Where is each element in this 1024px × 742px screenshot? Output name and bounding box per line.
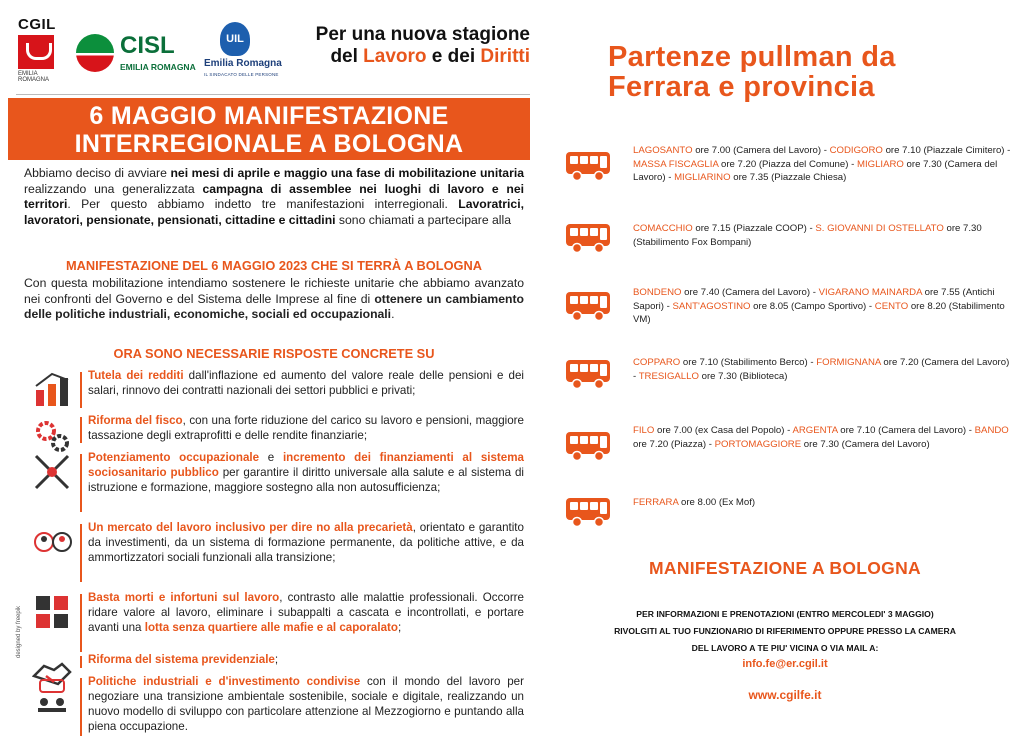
route-detail: ore 7.35 (Piazzale Chiesa): [730, 172, 847, 183]
slogan-highlight-lavoro: Lavoro: [363, 46, 427, 67]
info-text: [560, 606, 1010, 657]
slogan-highlight-diritti: Diritti: [480, 46, 530, 67]
route-detail: ore 7.10 (Piazzale Cimitero) -: [882, 145, 1011, 156]
bus-icon: [565, 290, 613, 322]
bus-icon: [565, 150, 613, 182]
demand-text: [88, 652, 524, 667]
route-detail: ore 7.30 (Biblioteca): [698, 370, 788, 382]
email-link[interactable]: info.fe@er.cgil.it: [742, 658, 828, 670]
intro-text: . Per questo abbiamo indetto tre manifestazioni interregionali.: [67, 197, 448, 211]
demand-highlight: Tutela dei redditi: [88, 369, 184, 382]
route-detail: ore 7.30 (Camera del Lavoro): [801, 438, 930, 450]
cisl-logo: [76, 32, 196, 82]
arrows-up-icon: [32, 370, 72, 410]
demand-body: , contrasto alle malattie professionali. Occorre ridare valore al lavoro, eliminare i subappalti a cascata e incontrollati, e portare avanti una: [88, 591, 524, 634]
demand-body: , con una forte riduzione del carico su lavoro e pensioni, maggiore tassazione degli extraprofitti e delle rendite finanziarie;: [88, 414, 524, 442]
demand-text: [88, 674, 524, 734]
route-town: CENTO: [874, 300, 909, 312]
demand-bar: [80, 678, 82, 736]
demand-body: con il mondo del lavoro per negoziare una transizione ambientale sostenibile, sociale e digitale, realizzando un nuovo modello di sviluppo con particolare attenzione al Mezzogiorno e puntando alla piena occupazione.: [88, 675, 524, 733]
demand-bar: [80, 524, 82, 582]
route-detail: ore 7.10 (Camera del Lavoro) -: [837, 425, 975, 436]
bus-icon: [565, 496, 613, 528]
route-town: FILO: [633, 425, 655, 436]
route-town: MIGLIARO: [856, 158, 904, 170]
demand-text: [88, 450, 524, 495]
demand-bar: [80, 372, 82, 408]
cgil-region: EMILIA ROMAGNA: [18, 71, 50, 83]
slogan: [310, 24, 530, 68]
demand-text: [88, 520, 524, 565]
demand-bar: [80, 594, 82, 652]
route-town: FORMIGNANA: [816, 357, 881, 368]
route-text: [633, 286, 1013, 327]
goals-paragraph: [24, 276, 524, 323]
route-detail: ore 7.30 (Camera del Lavoro) -: [633, 158, 998, 183]
demand-highlight: incremento dei finanziamenti al sistema sociosanitario pubblico: [88, 451, 525, 479]
demand-bar: [80, 454, 82, 512]
uil-region: Emilia Romagna: [204, 58, 282, 69]
route-town: COPPARO: [633, 357, 681, 368]
meeting-icon: [32, 676, 72, 716]
cgil-logo: [18, 16, 58, 83]
intro-bold: campagna di assemblee nei luoghi di lavoro e nei territori: [24, 181, 524, 211]
route-town: TRESIGALLO: [638, 370, 699, 382]
info-line3: DEL LAVORO A TE PIU' VICINA O VIA MAIL A:: [691, 643, 879, 653]
departures-title-line1: Partenze pullman da: [608, 41, 896, 73]
departures-title-line2: Ferrara e provincia: [608, 71, 875, 103]
route-text: [633, 496, 1013, 510]
cgil-name: CGIL: [18, 16, 56, 33]
goals-text: Con questa mobilitazione intendiamo sostenere le richieste unitarie che abbiamo avanzato nei confronti del Governo e del Sistema delle Imprese al fine di: [24, 276, 524, 306]
now-title: ORA SONO NECESSARIE RISPOSTE CONCRETE SU: [113, 346, 435, 361]
demand-bar: [80, 656, 82, 668]
route-detail: ore 8.00 (Ex Mof): [678, 497, 756, 508]
puzzle-icon: [32, 592, 72, 632]
route-text: [633, 144, 1013, 185]
demand-text: [88, 368, 524, 398]
route-detail: ore 7.00 (ex Casa del Popolo) -: [654, 425, 793, 436]
demand-body: ;: [397, 621, 402, 634]
demand-text: [88, 590, 524, 635]
demand-highlight: Riforma del fisco: [88, 414, 183, 427]
demand-highlight: Un mercato del lavoro inclusivo per dire no alla precarietà: [88, 521, 413, 534]
info-line2: RIVOLGITI AL TUO FUNZIONARIO DI RIFERIMENTO OPPURE PRESSO LA CAMERA: [614, 626, 956, 636]
demand-text: [88, 413, 524, 443]
demand-body: per garantire il diritto universale alla salute e al sistema di istruzione e formazione, maggiore sostegno alla non autosufficienza;: [88, 466, 525, 494]
route-town: CODIGORO: [829, 145, 883, 156]
demand-body: , orientato e garantito da investimenti, da un sistema di formazione permanente, da politiche attive, e da ammortizzatori sociali funzionali alla transizione;: [88, 521, 524, 564]
route-town: MIGLIARINO: [674, 172, 731, 183]
intro-text: Abbiamo deciso di avviare: [24, 166, 171, 180]
route-detail: ore 8.20 (Stabilimento VM): [633, 300, 1005, 325]
route-town: BONDENO: [633, 287, 682, 298]
cisl-region: EMILIA ROMAGNA: [120, 62, 196, 72]
route-detail: ore 7.00 (Camera del Lavoro) -: [692, 145, 830, 156]
cisl-name: CISL: [120, 32, 175, 59]
intro-bold: Lavoratrici, lavoratori, pensionate, pensionati, cittadine e cittadini: [24, 197, 524, 227]
gears-icon: [32, 415, 72, 455]
slogan-text: del: [330, 46, 364, 67]
credit-text: designed by freepik: [16, 605, 22, 658]
route-text: [633, 356, 1013, 383]
website-link[interactable]: www.cgilfe.it: [748, 688, 822, 702]
route-town: FERRARA: [633, 497, 679, 508]
route-detail: ore 7.10 (Stabilimento Berco) -: [680, 357, 817, 368]
bus-icon: [565, 222, 613, 254]
route-text: [633, 222, 1013, 249]
route-town: SANT'AGOSTINO: [672, 300, 751, 312]
header-divider: [16, 94, 530, 95]
demand-body: e: [259, 451, 283, 464]
bus-icon: [565, 430, 613, 462]
demand-highlight: Potenziamento occupazionale: [88, 451, 260, 464]
slogan-line2: [310, 46, 530, 68]
banner-line1: 6 MAGGIO MANIFESTAZIONE: [89, 102, 449, 130]
demand-highlight: Politiche industriali e d'investimento condivise: [88, 675, 361, 688]
slogan-text: e dei: [426, 46, 481, 67]
demand-bar: [80, 417, 82, 443]
route-text: [633, 424, 1013, 451]
intro-bold: nei mesi di aprile e maggio una fase di mobilitazione unitaria: [170, 166, 524, 180]
route-detail: ore 7.20 (Piazza) -: [633, 438, 715, 450]
route-detail: ore 7.15 (Piazzale COOP) -: [692, 223, 816, 234]
manifestation-bologna: MANIFESTAZIONE A BOLOGNA: [649, 558, 921, 578]
departures-title: [608, 42, 988, 102]
route-town: VIGARANO MAINARDA: [818, 287, 922, 298]
flyer-header: [18, 14, 530, 90]
uil-logo: [204, 22, 304, 86]
cisl-mark-icon: [76, 34, 114, 72]
intro-text: sono chiamati a partecipare alla: [335, 212, 511, 227]
bus-icon: [565, 358, 613, 390]
goals-bold: ottenere un cambiamento delle politiche industriali, economiche, sociali ed occupazionali: [24, 291, 524, 321]
route-detail: ore 7.20 (Piazza del Comune) -: [718, 158, 857, 170]
uil-mark-icon: UIL: [220, 22, 250, 56]
uil-tagline: IL SINDACATO DELLE PERSONE: [204, 72, 279, 77]
route-town: PORTOMAGGIORE: [714, 438, 802, 450]
cgil-mark-icon: [18, 35, 54, 69]
demand-highlight: lotta senza quartiere alle mafie e al caporalato: [144, 621, 398, 634]
demand-body: ;: [274, 653, 279, 666]
demand-body: dall'inflazione ed aumento del valore reale delle pensioni e dei salari, rinnovo dei contratti nazionali dei settori pubblici e privati;: [88, 369, 525, 397]
route-town: LAGOSANTO: [633, 145, 693, 156]
route-town: S. GIOVANNI DI OSTELLATO: [815, 223, 944, 234]
slogan-line1: Per una nuova stagione: [315, 24, 530, 45]
route-town: COMACCHIO: [633, 223, 693, 234]
route-detail: ore 7.30 (Stabilimento Fox Bompani): [633, 223, 982, 248]
route-detail: ore 7.40 (Camera del Lavoro) -: [681, 287, 819, 298]
banner-line2: INTERREGIONALE A BOLOGNA: [74, 130, 464, 158]
route-town: MASSA FISCAGLIA: [633, 158, 719, 170]
hands-icon: [32, 452, 72, 492]
route-town: ARGENTA: [792, 425, 838, 436]
flyer-left: [8, 8, 530, 734]
event-banner: [8, 98, 530, 160]
intro-text: realizzando una generalizzata: [24, 181, 203, 196]
people-icon: [32, 522, 72, 562]
intro-paragraph: [24, 166, 524, 228]
manifestation-title: MANIFESTAZIONE DEL 6 MAGGIO 2023 CHE SI TERRÀ A BOLOGNA: [66, 258, 482, 273]
route-detail: ore 7.20 (Camera del Lavoro) -: [633, 357, 1010, 382]
demand-highlight: Riforma del sistema previdenziale: [88, 653, 275, 666]
route-detail: ore 7.55 (Antichi Sapori) -: [633, 287, 995, 312]
route-detail: ore 8.05 (Campo Sportivo) -: [750, 300, 875, 312]
demand-highlight: Basta morti e infortuni sul lavoro: [88, 591, 280, 604]
goals-text: .: [391, 307, 395, 321]
info-line1: PER INFORMAZIONI E PRENOTAZIONI (ENTRO MERCOLEDI' 3 MAGGIO): [636, 609, 934, 619]
route-town: BANDO: [974, 425, 1009, 436]
